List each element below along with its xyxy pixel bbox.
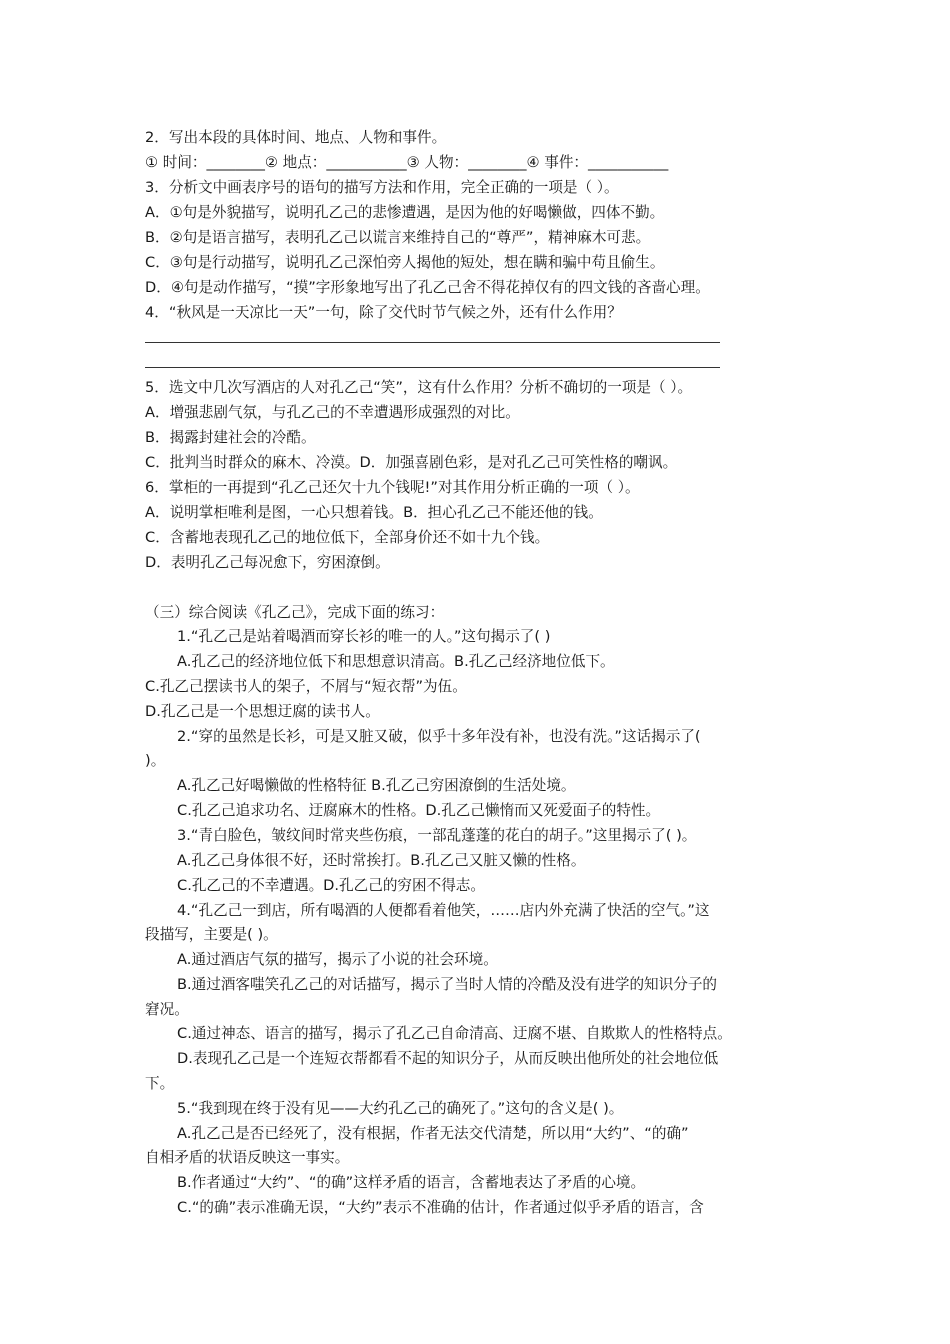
question-6-option-ab: A．说明掌柜唯利是图，一心只想着钱。B．担心孔乙己不能还他的钱。 xyxy=(145,504,603,521)
question-6-option-c: C．含蓄地表现孔乙己的地位低下，全部身价还不如十九个钱。 xyxy=(145,529,550,546)
answer-line xyxy=(145,342,720,343)
p3-question-3-option-ab: A.孔乙己身体很不好，还时常挨打。B.孔乙己又脏又懒的性格。 xyxy=(177,852,586,869)
p3-question-3-option-cd: C.孔乙己的不幸遭遇。D.孔乙己的穷困不得志。 xyxy=(177,877,485,894)
p3-question-4-option-a: A.通过酒店气氛的描写，揭示了小说的社会环境。 xyxy=(177,951,498,968)
p3-question-4-option-d: D.表现孔乙己是一个连短衣帮都看不起的知识分子，从而反映出他所处的社会地位低 xyxy=(177,1050,719,1067)
p3-question-1-option-ab: A.孔乙己的经济地位低下和思想意识清高。B.孔乙己经济地位低下。 xyxy=(177,653,615,670)
p3-question-5-option-a: A.孔乙己是否已经死了，没有根据，作者无法交代清楚，所以用“大约”、“的确” xyxy=(177,1125,689,1142)
question-3-option-d: D．④句是动作描写，“摸”字形象地写出了孔乙己舍不得花掉仅有的四文钱的吝啬心理。 xyxy=(145,279,710,296)
question-4: 4．“秋风是一天凉比一天”一句，除了交代时节气候之外，还有什么作用？ xyxy=(145,304,622,321)
p3-question-5-option-a-cont: 自相矛盾的状语反映这一事实。 xyxy=(145,1149,350,1166)
p3-question-2-option-cd: C.孔乙己追求功名、迂腐麻木的性格。D.孔乙己懒惰而又死爱面子的特性。 xyxy=(177,802,661,819)
question-6-option-d: D．表明孔乙己每况愈下，穷困潦倒。 xyxy=(145,554,390,571)
p3-question-5: 5.“我到现在终于没有见——大约孔乙己的确死了。”这句的含义是( )。 xyxy=(177,1100,624,1117)
p3-question-1-option-c: C.孔乙己摆读书人的架子，不屑与“短衣帮”为伍。 xyxy=(145,678,467,695)
question-5: 5．选文中几次写酒店的人对孔乙己“笑”，这有什么作用？分析不确切的一项是（ ）。 xyxy=(145,379,693,396)
question-3-option-b: B．②句是语言描写，表明孔乙己以谎言来维持自己的“尊严”，精神麻木可悲。 xyxy=(145,229,651,246)
p3-question-4: 4.“孔乙己一到店，所有喝酒的人便都看着他笑，……店内外充满了快活的空气。”这 xyxy=(177,902,710,919)
question-2-fields: ① 时间：________② 地点：___________③ 人物：________④ 事件：___________ xyxy=(145,154,669,171)
question-5-option-b: B．揭露封建社会的冷酷。 xyxy=(145,429,316,446)
p3-question-4-option-d-cont: 下。 xyxy=(145,1075,175,1092)
p3-question-2-option-ab: A.孔乙己好喝懒做的性格特征 B.孔乙己穷困潦倒的生活处境。 xyxy=(177,777,576,794)
question-3: 3．分析文中画表序号的语句的描写方法和作用，完全正确的一项是（ ）。 xyxy=(145,179,619,196)
p3-question-4-cont: 段描写，主要是( )。 xyxy=(145,926,278,943)
p3-question-5-option-b: B.作者通过“大约”、“的确”这样矛盾的语言，含蓄地表达了矛盾的心境。 xyxy=(177,1174,646,1191)
p3-question-5-option-c: C.“的确”表示准确无误，“大约”表示不准确的估计，作者通过似乎矛盾的语言，含 xyxy=(177,1199,704,1216)
p3-question-4-option-b: B.通过酒客嗤笑孔乙己的对话描写，揭示了当时人情的冷酷及没有进学的知识分子的 xyxy=(177,976,718,993)
question-3-option-c: C．③句是行动描写，说明孔乙己深怕旁人揭他的短处，想在瞒和骗中苟且偷生。 xyxy=(145,254,665,271)
p3-question-4-option-b-cont: 窘况。 xyxy=(145,1001,189,1018)
p3-question-3: 3.“青白脸色，皱纹间时常夹些伤痕，一部乱蓬蓬的花白的胡子。”这里揭示了( )。 xyxy=(177,827,697,844)
question-5-option-cd: C．批判当时群众的麻木、冷漠。D．加强喜剧色彩，是对孔乙己可笑性格的嘲讽。 xyxy=(145,454,678,471)
question-2: 2．写出本段的具体时间、地点、人物和事件。 xyxy=(145,129,447,146)
section-heading: （三）综合阅读《孔乙己》，完成下面的练习： xyxy=(145,604,445,621)
question-3-option-a: A．①句是外貌描写，说明孔乙己的悲惨遭遇，是因为他的好喝懒做，四体不勤。 xyxy=(145,204,665,221)
p3-question-2: 2.“穿的虽然是长衫，可是又脏又破，似乎十多年没有补，也没有洗。”这话揭示了( xyxy=(177,728,701,745)
question-5-option-a: A．增强悲剧气氛，与孔乙己的不幸遭遇形成强烈的对比。 xyxy=(145,404,520,421)
p3-question-1-option-d: D.孔乙己是一个思想迂腐的读书人。 xyxy=(145,703,380,720)
p3-question-4-option-c: C.通过神态、语言的描写，揭示了孔乙己自命清高、迂腐不堪、自欺欺人的性格特点。 xyxy=(177,1025,732,1042)
answer-line xyxy=(145,367,720,368)
p3-question-1: 1.“孔乙己是站着喝酒而穿长衫的唯一的人。”这句揭示了( ) xyxy=(177,628,551,645)
question-6: 6．掌柜的一再提到“孔乙己还欠十九个钱呢!”对其作用分析正确的一项（ ）。 xyxy=(145,479,640,496)
p3-question-2-cont: )。 xyxy=(145,752,166,769)
